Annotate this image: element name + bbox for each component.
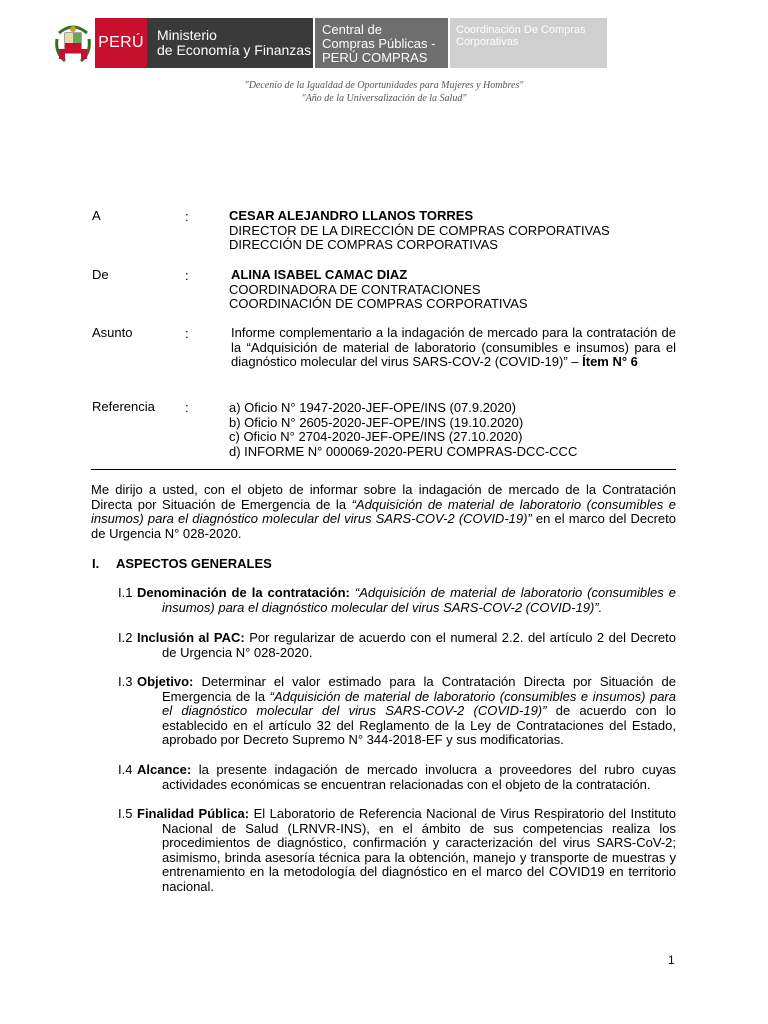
item-label: Objetivo: [137, 674, 194, 689]
peru-brand-box [95, 18, 147, 68]
peru-coat-of-arms-icon [51, 18, 95, 68]
intro-paragraph [91, 483, 676, 541]
to-office: DIRECCIÓN DE COMPRAS CORPORATIVAS [229, 237, 498, 252]
page-number: 1 [668, 953, 675, 967]
ministry-box [147, 18, 313, 68]
item-text: Determinar el valor estimado para la Contratación Directa por Situación de Emergencia de la [162, 674, 676, 704]
coord-line-1: Coordinación De Compras [456, 24, 586, 36]
item-text: la presente indagación de mercado involucra a proveedores del rubro cuyas actividades económicas se encuentran relacionadas con el objeto de la contratación. [162, 762, 676, 792]
from-label: De [92, 267, 109, 282]
header-divider [91, 469, 676, 470]
to-label: A [92, 208, 101, 223]
item-paragraph [137, 675, 676, 748]
item-paragraph [137, 763, 676, 792]
reference-colon: : [185, 400, 189, 415]
subject-label: Asunto [92, 325, 133, 340]
to-name: CESAR ALEJANDRO LLANOS TORRES [229, 208, 474, 223]
item-number: I.2 [118, 630, 133, 645]
item-label: Inclusión al PAC: [137, 630, 245, 645]
item-text: Por regularizar de acuerdo con el numeral 2.2. del artículo 2 del Decreto de Urgencia N° 028-2020. [162, 630, 676, 660]
intro-text-1: Me dirijo a usted, con el objeto de informar sobre la indagación de mercado de la Contratación Directa por Situación de Emergencia de la [91, 482, 676, 512]
reference-item: b) Oficio N° 2605-2020-JEF-OPE/INS (19.10.2020) [229, 414, 524, 430]
item-paragraph [137, 631, 676, 660]
to-block [229, 209, 610, 253]
subject-body: Informe complementario a la indagación de mercado para la contratación de la “Adquisición de material de laboratorio (consumibles e insumos) para el diagnóstico molecular del virus SARS-COV-2 (COVID-19)” – [231, 325, 676, 369]
item-italic: “Adquisición de material de laboratorio (consumibles e insumos) para el diagnóstico molecular del virus SARS-COV-2 (COVID-19)”. [162, 585, 676, 615]
decade-mottos [0, 79, 768, 105]
subject-text [231, 326, 676, 370]
institutional-header [51, 18, 607, 68]
central-line-2: Compras Públicas - [322, 36, 436, 51]
item-number: I.3 [118, 674, 133, 689]
central-line-1: Central de [322, 22, 382, 37]
to-colon: : [185, 209, 189, 224]
reference-item: a) Oficio N° 1947-2020-JEF-OPE/INS (07.9.2020) [229, 400, 516, 415]
peru-label: PERÚ [98, 34, 144, 51]
coordination-box [450, 18, 607, 68]
item-label: Denominación de la contratación: [137, 585, 350, 600]
from-office: COORDINACIÓN DE COMPRAS CORPORATIVAS [229, 296, 528, 311]
motto-line-1: "Decenio de la Igualdad de Oportunidades para Mujeres y Hombres" [244, 80, 524, 91]
ministry-line-2: de Economía y Finanzas [157, 42, 312, 58]
section-number: I. [92, 556, 100, 571]
to-title: DIRECTOR DE LA DIRECCIÓN DE COMPRAS CORPORATIVAS [229, 222, 610, 238]
item-number: I.5 [118, 806, 133, 821]
intro-italic: “Adquisición de material de laboratorio (consumibles e insumos) para el diagnóstico molecular del virus SARS-COV-2 (COVID-19)” [91, 496, 676, 526]
item-number: I.1 [118, 585, 133, 600]
reference-label: Referencia [92, 399, 155, 414]
from-block [229, 268, 528, 312]
central-line-3: PERÚ COMPRAS [322, 50, 428, 65]
subject-colon: : [185, 326, 189, 341]
reference-item: c) Oficio N° 2704-2020-JEF-OPE/INS (27.10.2020) [229, 429, 523, 444]
intro-text-2: en el marco del Decreto de Urgencia N° 028-2020. [91, 511, 676, 541]
item-text: El Laboratorio de Referencia Nacional de Virus Respiratorio del Instituto Nacional de Salud (LRNVR-INS), en el ámbito de sus competencias realiza los procedimientos de diagnóstico, confirmación y caracterización del virus SARS-CoV-2; asimismo, brinda asesoría técnica para la obtención, manejo y transporte de muestras y entrenamiento en la metodología del diagnóstico en el marco del COVID19 en territorio nacional. [162, 806, 676, 894]
ministry-line-1: Ministerio [157, 27, 217, 43]
subject-item: Ítem N° 6 [582, 354, 638, 369]
reference-item: d) INFORME N° 000069-2020-PERU COMPRAS-DCC-CCC [229, 443, 578, 459]
from-title: COORDINADORA DE CONTRATACIONES [229, 281, 481, 297]
motto-line-2: "Año de la Universalización de la Salud" [301, 93, 467, 104]
coord-line-2: Corporativas [456, 36, 519, 48]
section-title: ASPECTOS GENERALES [116, 556, 272, 571]
item-label: Finalidad Pública: [137, 806, 250, 821]
reference-list [229, 401, 577, 459]
item-label: Alcance: [137, 762, 192, 777]
item-italic: “Adquisición de material de laboratorio (consumibles e insumos) para el diagnóstico molecular del virus SARS-COV-2 (COVID-19)” [162, 688, 676, 718]
from-colon: : [185, 268, 189, 283]
item-number: I.4 [118, 762, 133, 777]
item-text-after: de acuerdo con lo establecido en el artículo 32 del Reglamento de la Ley de Contrataciones del Estado, aprobado por Decreto Supremo N° 344-2018-EF y sus modificatorias. [162, 703, 676, 747]
item-paragraph [137, 586, 676, 615]
central-compras-box [315, 18, 448, 68]
from-name: ALINA ISABEL CAMAC DIAZ [231, 267, 408, 282]
item-paragraph [137, 807, 676, 894]
